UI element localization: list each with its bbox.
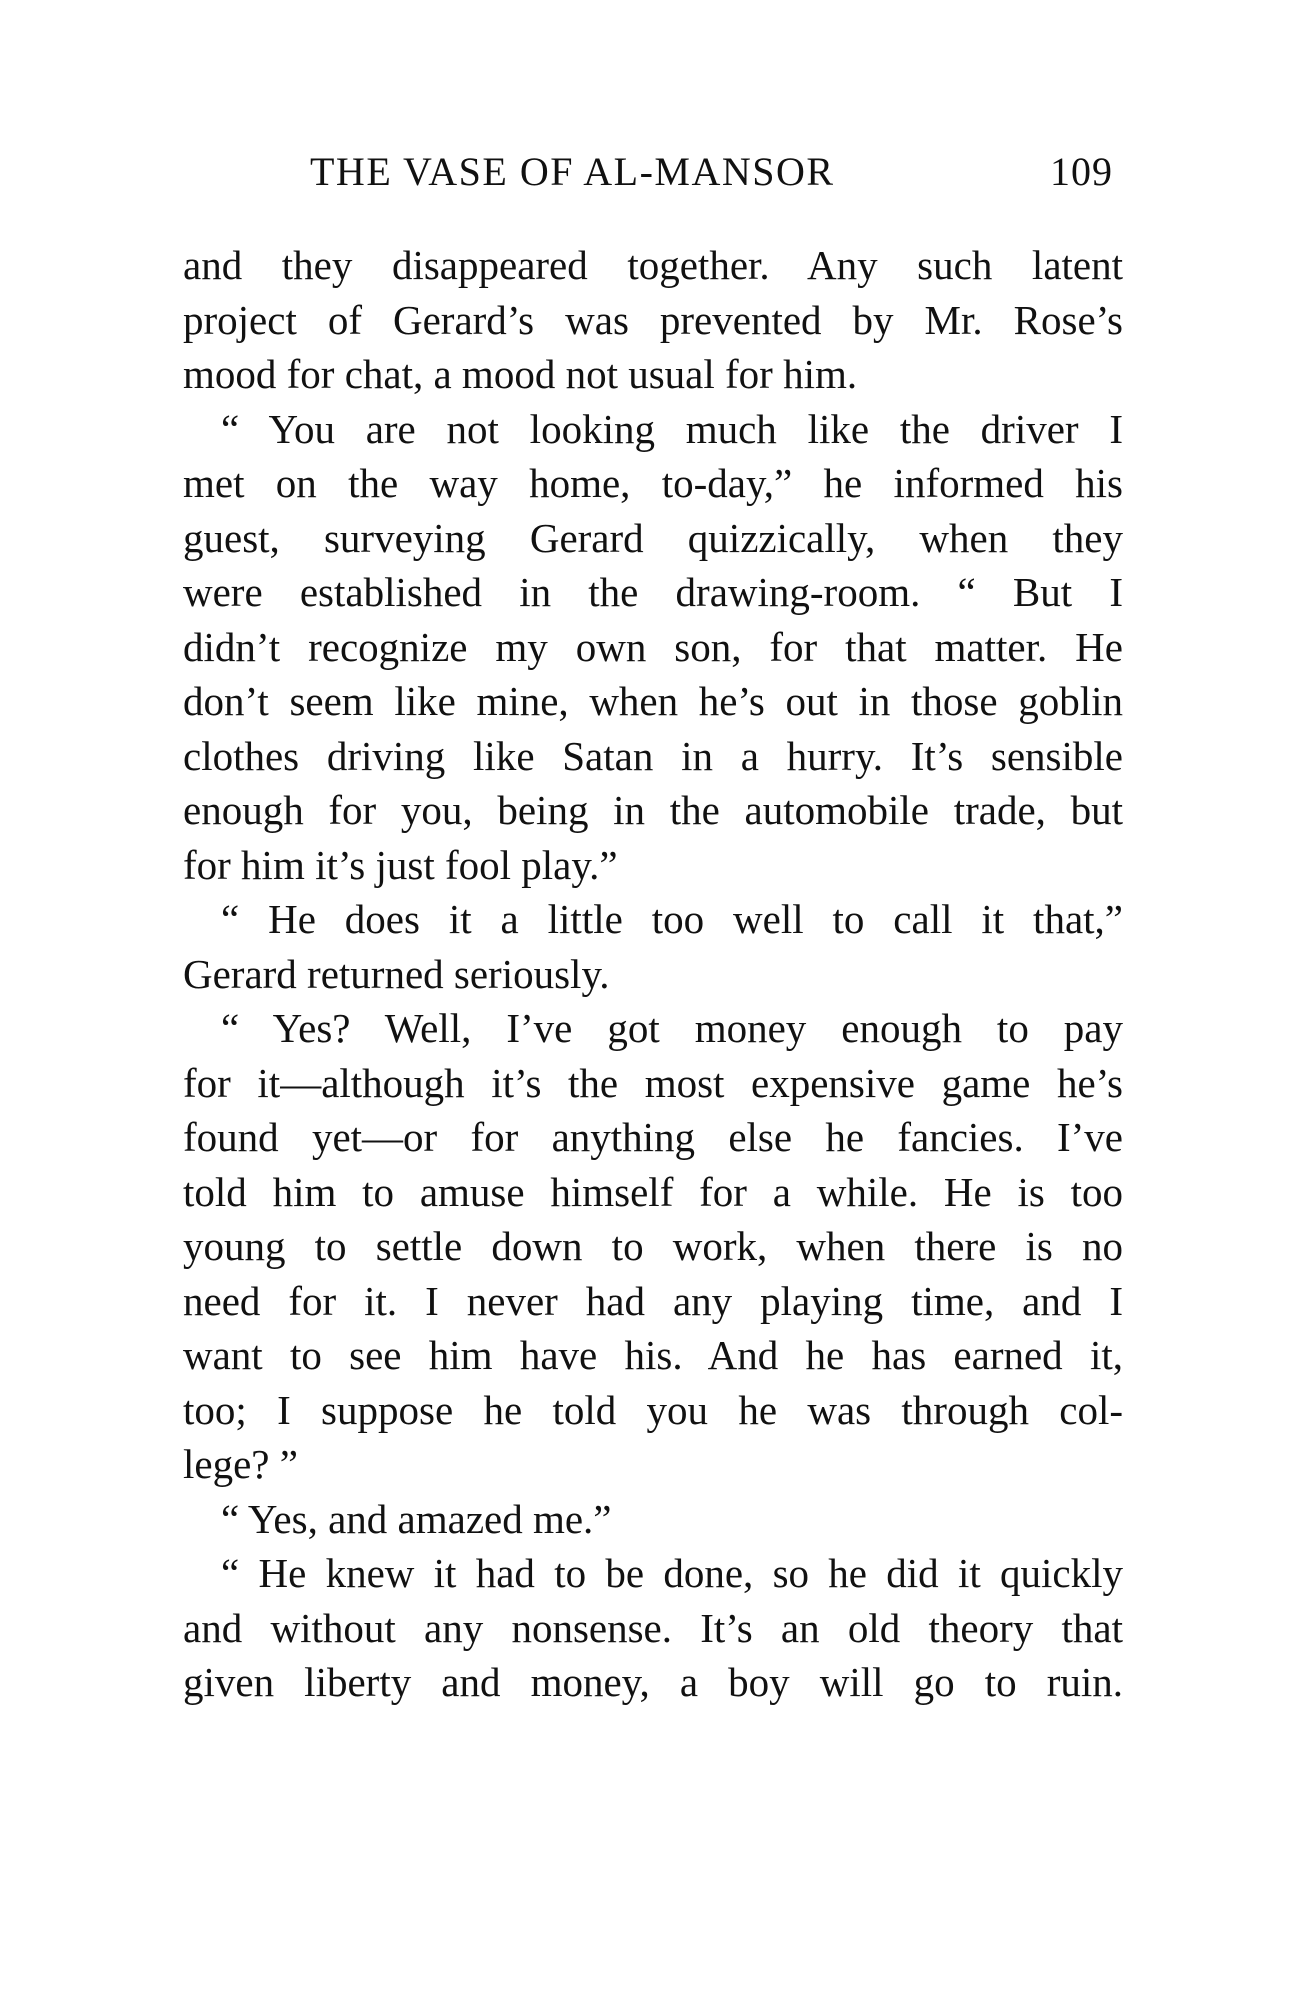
text-line: “ You are not looking much like the driver I: [221, 405, 1123, 452]
text-line: Gerard returned seriously.: [183, 950, 610, 997]
text-line: “ Yes, and amazed me.”: [221, 1495, 612, 1542]
text-line: for it—although it’s the most expensive game he’s: [183, 1059, 1123, 1106]
text-line: need for it. I never had any playing time, and I: [183, 1277, 1123, 1324]
text-line: don’t seem like mine, when he’s out in those goblin: [183, 678, 1123, 724]
text-line: for him it’s just fool play.”: [183, 841, 618, 888]
running-header: [0, 148, 1299, 208]
text-line: guest, surveying Gerard quizzically, when they: [183, 514, 1123, 561]
text-line: too; I suppose he told you he was through col-: [183, 1386, 1123, 1433]
text-line: found yet—or for anything else he fancies. I’ve: [183, 1114, 1123, 1160]
text-line: didn’t recognize my own son, for that matter. He: [183, 623, 1123, 670]
page-number: 109: [1050, 149, 1113, 194]
text-line: told him to amuse himself for a while. He is too: [183, 1168, 1123, 1215]
text-line: enough for you, being in the automobile trade, but: [183, 787, 1123, 833]
text-line: “ Yes? Well, I’ve got money enough to pay: [221, 1005, 1123, 1051]
text-line: and without any nonsense. It’s an old theory that: [183, 1604, 1123, 1651]
text-line: want to see him have his. And he has earned it,: [183, 1332, 1123, 1378]
text-line: young to settle down to work, when there is no: [183, 1223, 1123, 1269]
text-line: project of Gerard’s was prevented by Mr. Rose’s: [183, 296, 1123, 343]
text-line: “ He does it a little too well to call it that,”: [221, 896, 1123, 942]
text-line: “ He knew it had to be done, so he did it quickly: [221, 1550, 1123, 1596]
text-line: and they disappeared together. Any such latent: [183, 242, 1123, 288]
text-line: clothes driving like Satan in a hurry. It’s sensible: [183, 732, 1123, 779]
text-line: met on the way home, to-day,” he informed his: [183, 460, 1123, 506]
body-text: [183, 238, 1123, 1710]
text-line: mood for chat, a mood not usual for him.: [183, 351, 858, 397]
text-line: lege? ”: [183, 1441, 298, 1487]
text-line: were established in the drawing-room. “ But I: [183, 569, 1123, 615]
text-line: given liberty and money, a boy will go to ruin.: [183, 1659, 1123, 1705]
running-title: THE VASE OF AL-MANSOR: [310, 149, 835, 194]
